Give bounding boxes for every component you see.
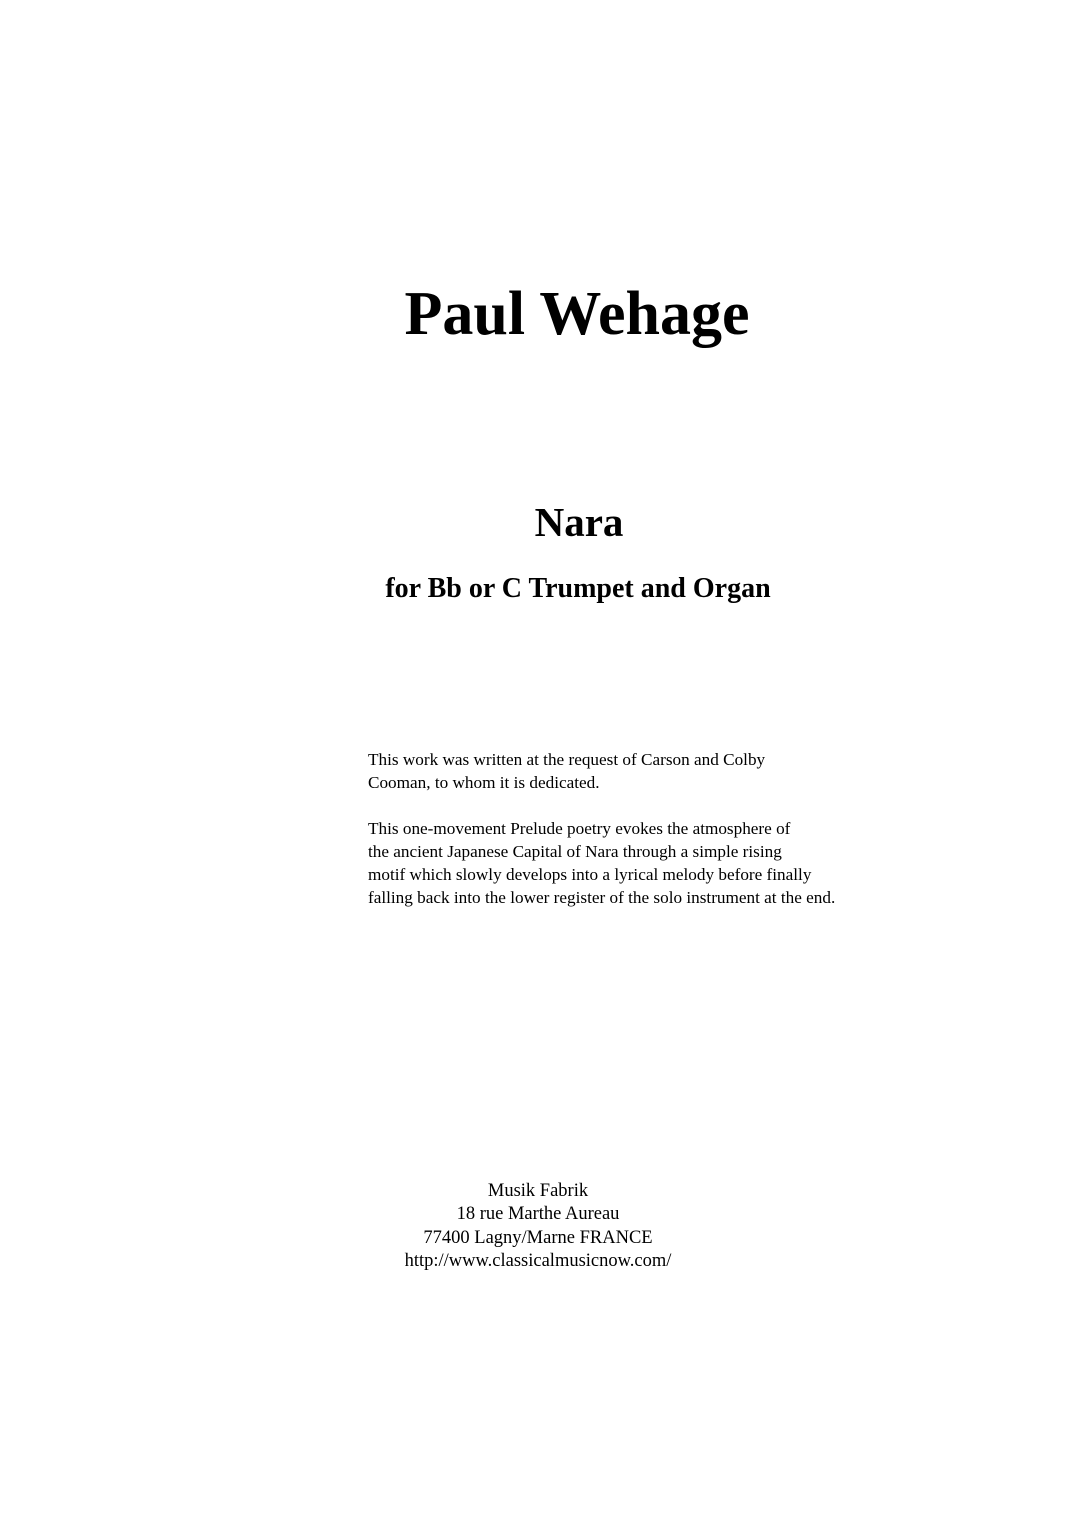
- composer-name: Paul Wehage: [404, 280, 750, 348]
- publisher-city: 77400 Lagny/Marne FRANCE: [423, 1227, 653, 1248]
- publisher-block: [388, 1180, 688, 1273]
- text-line: This work was written at the request of Carson and Colby: [368, 750, 766, 769]
- text-line: This one-movement Prelude poetry evokes the atmosphere of: [368, 819, 791, 838]
- text-line: falling back into the lower register of the solo instrument at the end.: [368, 888, 836, 907]
- description-paragraph: [368, 817, 968, 909]
- instrumentation-subtitle: for Bb or C Trumpet and Organ: [385, 573, 771, 604]
- program-notes: [368, 748, 968, 932]
- publisher-name: Musik Fabrik: [487, 1181, 589, 1201]
- text-line: Cooman, to whom it is dedicated.: [368, 773, 600, 792]
- publisher-website: http://www.classicalmusicnow.com/: [404, 1250, 672, 1271]
- text-line: motif which slowly develops into a lyrical melody before finally: [368, 865, 812, 884]
- work-title: Nara: [534, 499, 624, 545]
- dedication-paragraph: [368, 748, 968, 794]
- publisher-street: 18 rue Marthe Aureau: [456, 1204, 620, 1225]
- text-line: the ancient Japanese Capital of Nara through a simple rising: [368, 842, 782, 861]
